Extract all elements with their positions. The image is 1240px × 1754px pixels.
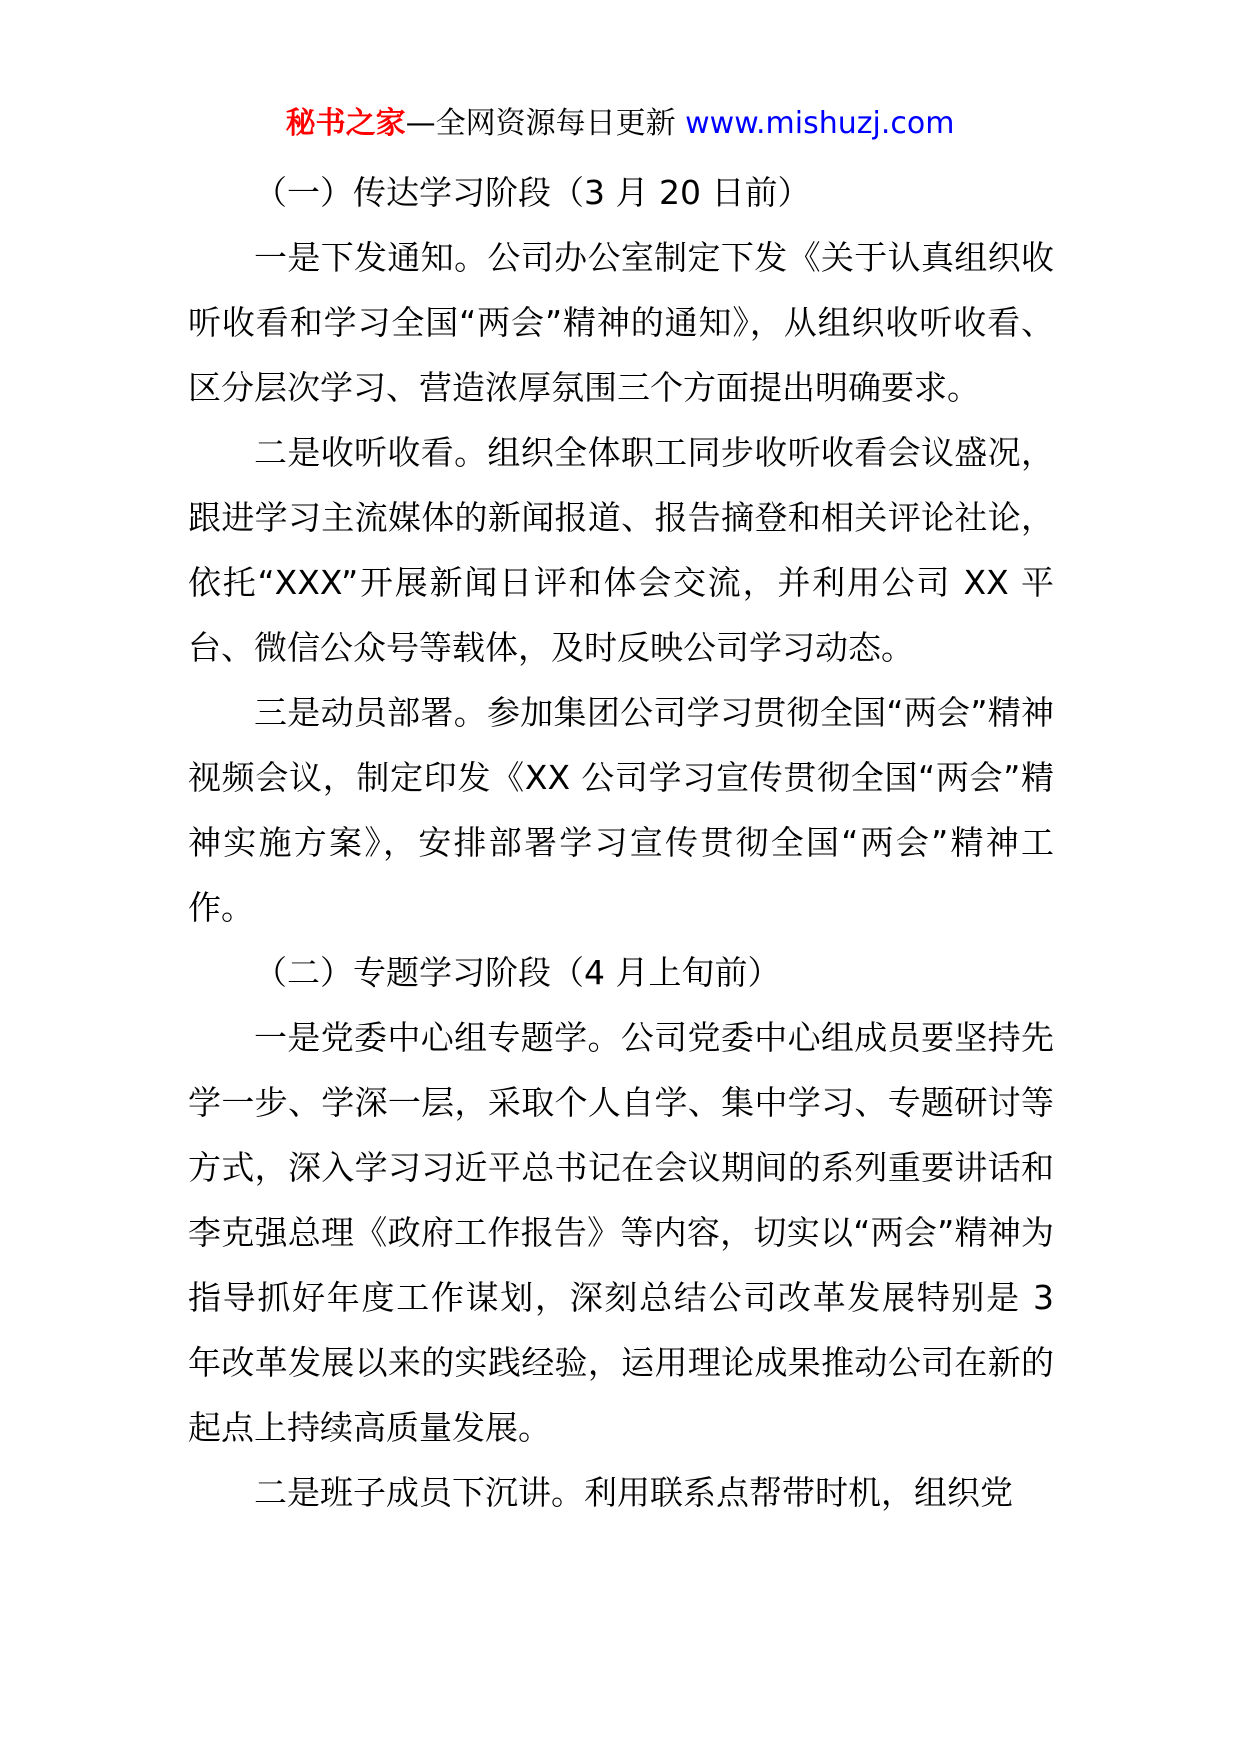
paragraph-party-committee-study: 一是党委中心组专题学。公司党委中心组成员要坚持先学一步、学深一层，采取个人自学、集中学习、专题研讨等方式，深入学习习近平总书记在会议期间的系列重要讲话和李克强总理《政府工作报告》等内容，切实以“两会”精神为指导抓好年度工作谋划，深刻总结公司改革发展特别是 3 年改革发展以来的实践经验，运用理论成果推动公司在新的起点上持续高质量发展。 [188,1018,1054,1447]
paragraph-mobilize-deploy: 三是动员部署。参加集团公司学习贯彻全国“两会”精神视频会议，制定印发《XX 公司学习宣传贯彻全国“两会”精神实施方案》，安排部署学习宣传贯彻全国“两会”精神工作。 [188,693,1054,927]
paragraph-issue-notice: 一是下发通知。公司办公室制定下发《关于认真组织收听收看和学习全国“两会”精神的通知》，从组织收听收看、区分层次学习、营造浓厚氛围三个方面提出明确要求。 [188,238,1054,407]
watermark-tagline: —全网资源每日更新 [405,106,686,141]
section-heading-2: （二）专题学习阶段（4 月上旬前） [254,953,781,992]
paragraph-leadership-lecture: 二是班子成员下沉讲。利用联系点帮带时机，组织党 [254,1473,1013,1512]
document-body [188,160,1054,1525]
site-watermark-header [0,100,1240,148]
section-heading-1: （一）传达学习阶段（3 月 20 日前） [254,173,811,212]
paragraph-listen-watch: 二是收听收看。组织全体职工同步收听收看会议盛况，跟进学习主流媒体的新闻报道、报告摘登和相关评论社论，依托“XXX”开展新闻日评和体会交流，并利用公司 XX 平台、微信公众号等载体，及时反映公司学习动态。 [188,433,1054,667]
watermark-url[interactable]: www.mishuzj.com [685,106,955,141]
watermark-brand: 秘书之家 [285,106,406,141]
